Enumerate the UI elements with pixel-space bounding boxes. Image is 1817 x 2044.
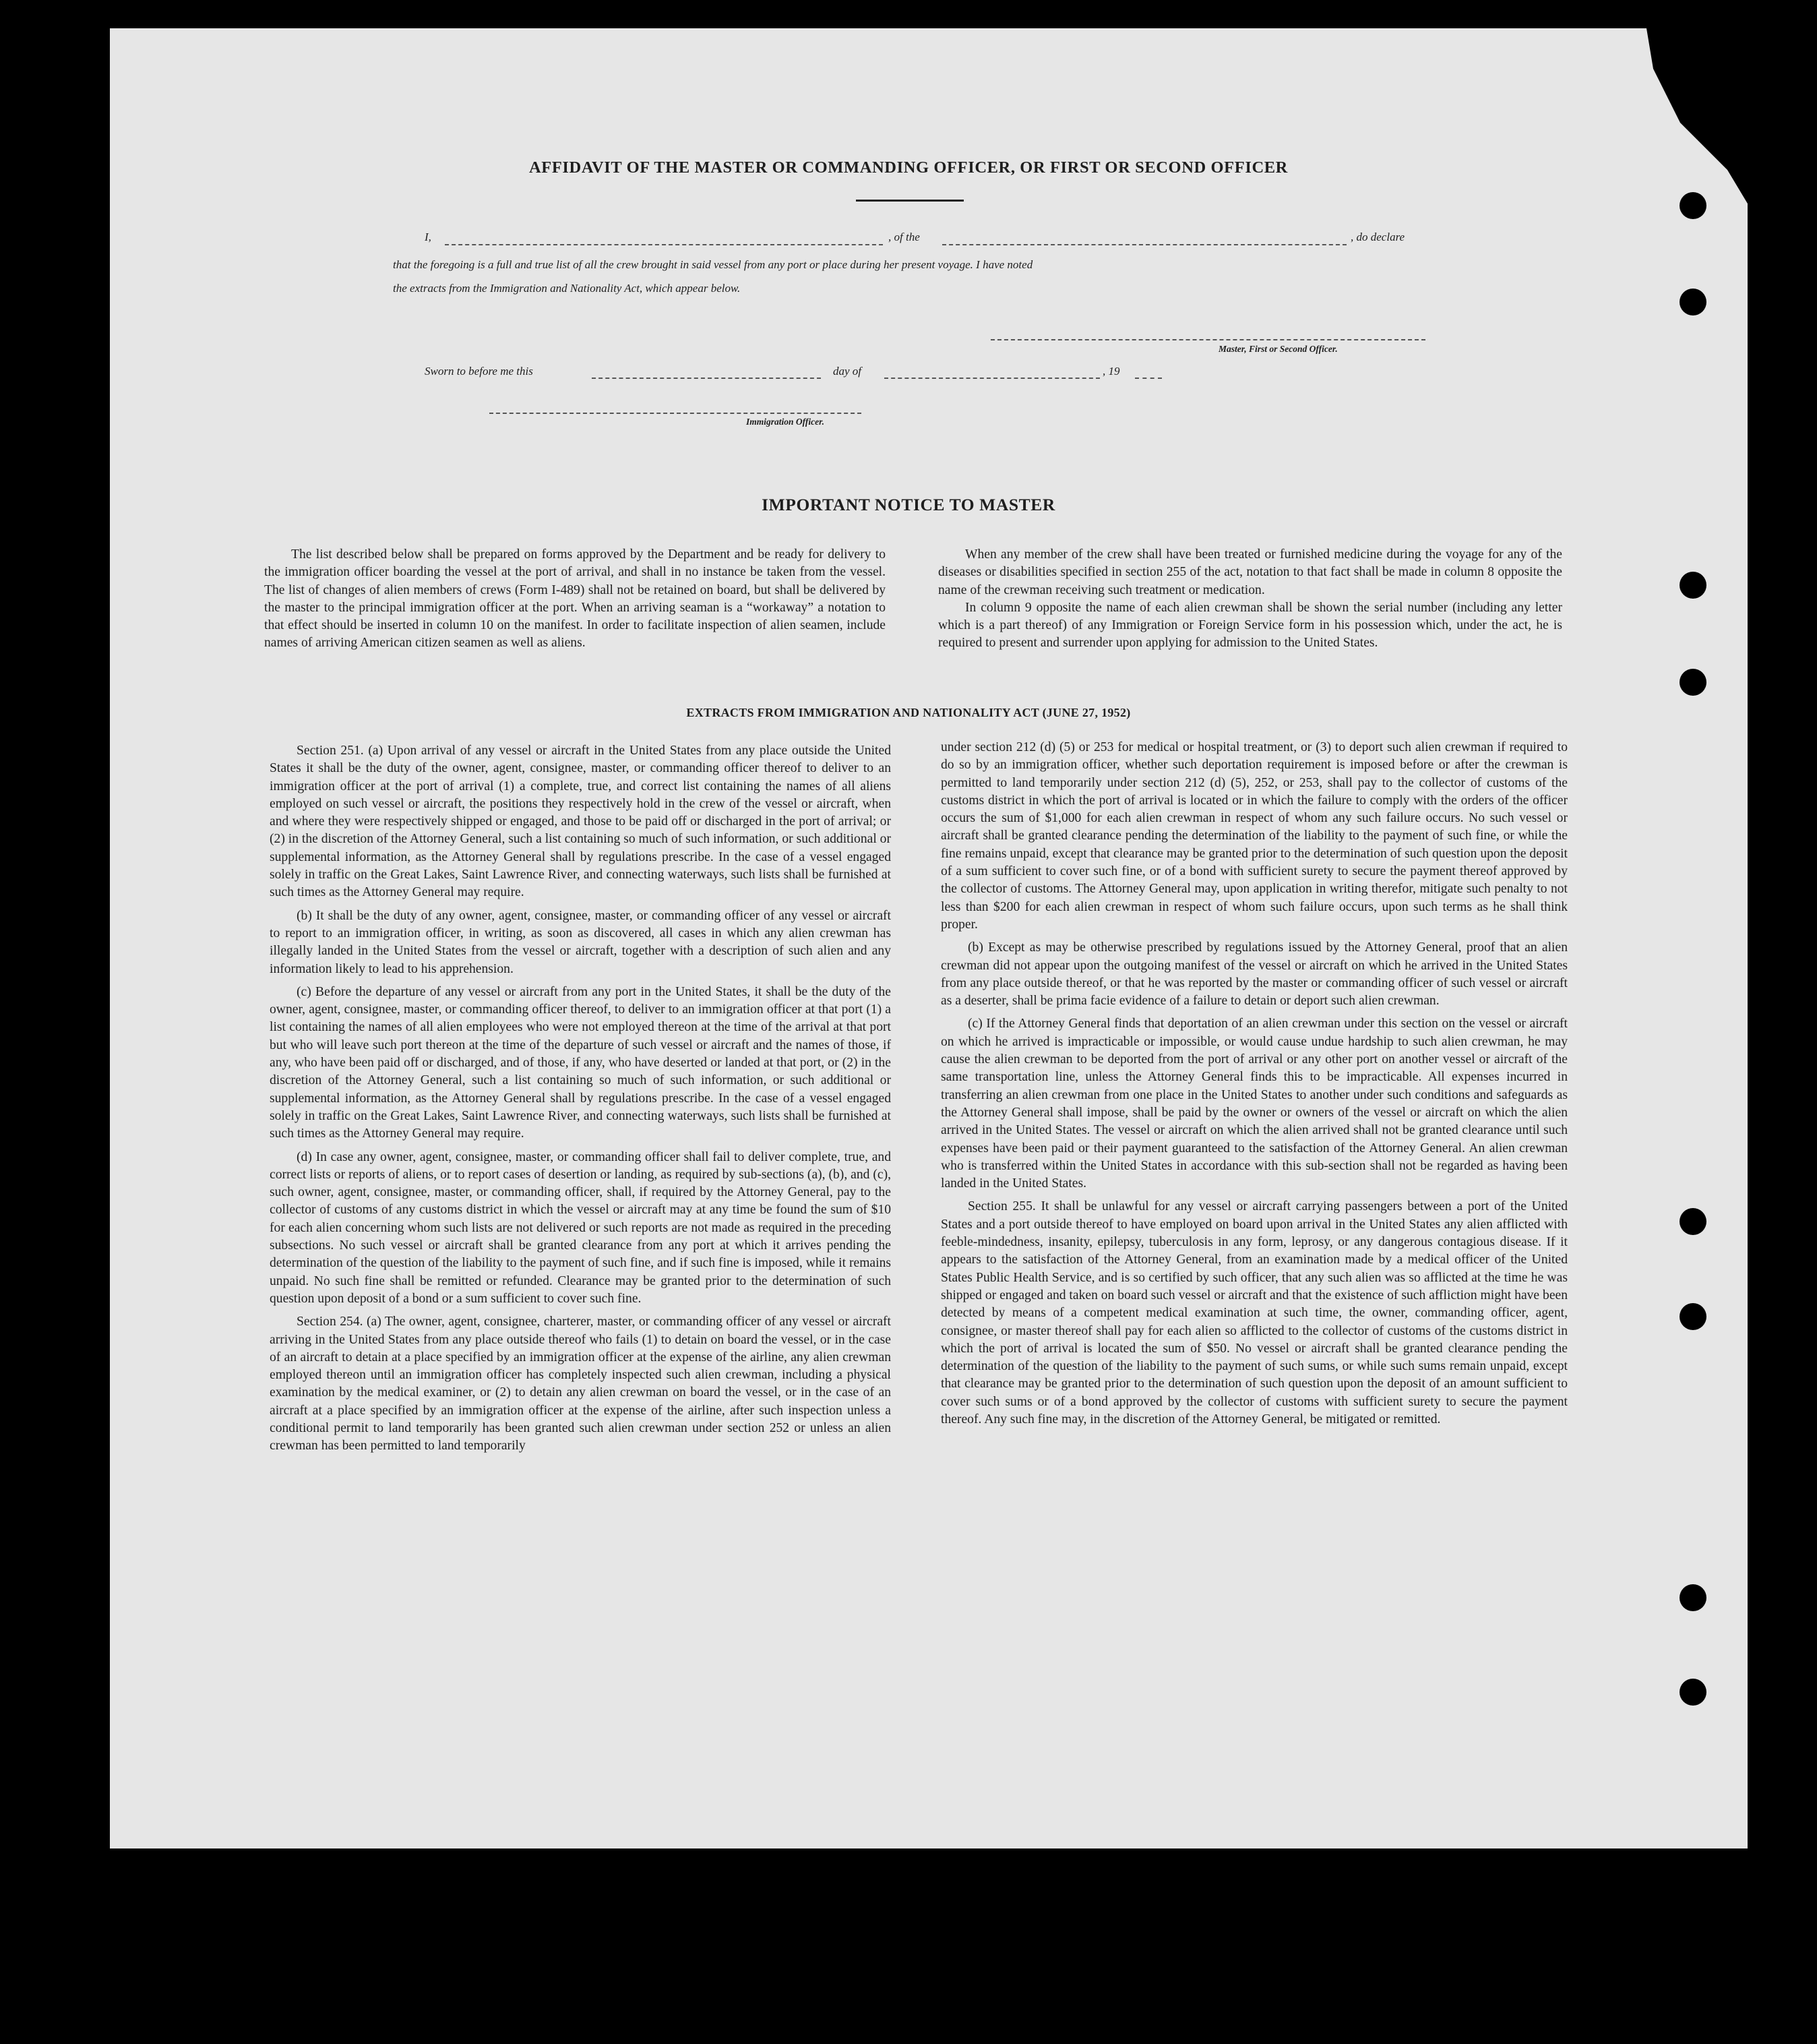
of-the-label: , of the	[888, 231, 920, 243]
sworn-year-blank[interactable]	[1135, 378, 1162, 379]
officer-caption: Immigration Officer.	[746, 417, 825, 427]
punch-hole	[1680, 1584, 1706, 1611]
extracts-left-column	[270, 742, 891, 1461]
sworn-day-blank[interactable]	[592, 378, 821, 379]
notice-right-text-1: When any member of the crew shall have been treated or furnished medicine during the voyage for any of the diseases or disabilities specified in section 255 of the act, notation to that fact shall be made in column 8 opposite the name of the crewman receiving such treatment or medication.	[938, 547, 1562, 597]
section-255: Section 255. It shall be unlawful for any vessel or aircraft carrying passengers between a port of the United States and a port outside thereof to have employed on board upon arrival in the United States any alien afflicted with feeble-mindedness, insanity, epilepsy, tuberculosis in any form, leprosy, or any dangerous contagious disease. If it appears to the satisfaction of the Attorney General, from an examination made by a medical officer of the United States Public Health Service, and is so certified by such officer, that any such alien was so afflicted at the time he was shipped or engaged and taken on board such vessel or aircraft and that the existence of such affliction might have been detected by means of a competent medical examination at such time, the owner, commanding officer, agent, consignee, or master thereof shall pay for each alien so afflicted to the collector of customs of the customs district in which the port of arrival is located the sum of $50. No vessel or aircraft shall be granted clearance pending the determination of the question of the liability to the payment of such sums, or while such sums remain unpaid, except that clearance may be granted prior to the determination of such question upon the deposit of an amount sufficient to cover such sums or of a bond approved by the collector of customs with sufficient surety to secure the payment thereof. Any such fine may, in the discretion of the Attorney General, be mitigated or remitted.	[941, 1199, 1568, 1426]
extracts-title: EXTRACTS FROM IMMIGRATION AND NATIONALITY ACT (JUNE 27, 1952)	[686, 706, 1131, 719]
punch-hole	[1680, 1679, 1706, 1706]
sworn-label: Sworn to before me this	[425, 365, 533, 378]
extracts-right-column	[941, 739, 1568, 1434]
section-254-c: (c) If the Attorney General finds that deportation of an alien crewman under this section on the vessel or aircraft on which he arrived is impracticable or impossible, or would cause undue hardship to such alien crewman, he may cause the alien crewman to be deported from the port of arrival or any other port on another vessel or aircraft of the same transportation line, unless the Attorney General finds this to be impracticable. All expenses incurred in transferring an alien crewman from one place in the United States to another under such conditions and safeguards as the Attorney General shall impose, shall be paid by the owner or owners of the vessel or aircraft on which the alien arrived in the United States. The vessel or aircraft on which the alien arrived shall not be granted clearance until such expenses have been paid or their payment guaranteed to the satisfaction of the Attorney General. An alien crewman who is transferred within the United States in accordance with this sub-section shall not be regarded as having been landed in the United States.	[941, 1017, 1568, 1191]
affidavit-statement-cont: the extracts from the Immigration and Nationality Act, which appear below.	[393, 282, 741, 295]
punch-hole	[1680, 1208, 1706, 1235]
section-254-a-cont: under section 212 (d) (5) or 253 for medical or hospital treatment, or (3) to deport such alien crewman if required to do so by an immigration officer, whether such deportation requirement is imposed before or after the crewman is permitted to land temporarily under section 212 (d) (5), 252, or 253, shall pay to the collector of customs of the customs district in which the port of arrival is located or in which the failure to comply with the orders of the officer occurs the sum of $1,000 for each alien crewman in respect of whom any such failure occurs. No such vessel or aircraft shall be granted clearance pending the determination of the liability to the payment of such fine, or while the fine remains unpaid, except that clearance may be granted prior to the determination of such question upon the deposit of a sum sufficient to cover such fine, or of a bond with sufficient surety to secure the payment thereof approved by the collector of customs. The Attorney General may, upon application in writing therefor, mitigate such penalty to not less than $200 for each alien crewman in respect of whom such failure occurs, upon such terms as he shall think proper.	[941, 740, 1568, 932]
do-declare-label: , do declare	[1351, 231, 1405, 243]
affidavit-statement: that the foregoing is a full and true list of all the crew brought in said vessel from any port or place during her present voyage. I have noted	[393, 258, 1033, 271]
section-251-d: (d) In case any owner, agent, consignee, master, or commanding officer shall fail to deliver complete, true, and correct lists or reports of aliens, or to report cases of desertion or landing, as required by sub-sections (a), (b), and (c), such owner, agent, consignee, master, or commanding officer, shall, if required by the Attorney General, pay to the collector of customs of any customs district in which the vessel or aircraft may at any time be found the sum of $10 for each alien concerning whom such lists are not delivered or such reports are not made as required in the preceding subsections. No such vessel or aircraft shall be granted clearance from any port at which it arrives pending the determination of the question of the liability to the payment of such fine, and if such fine is imposed, while it remains unpaid. No such fine shall be remitted or refunded. Clearance may be granted prior to the determination of such question upon deposit of a bond or a sum sufficient to cover such fine.	[270, 1149, 891, 1306]
sworn-month-blank[interactable]	[884, 378, 1100, 379]
master-signature-line[interactable]	[991, 339, 1425, 340]
affidavit-i-label: I,	[425, 231, 431, 243]
punch-hole	[1680, 192, 1706, 219]
punch-hole	[1680, 572, 1706, 599]
punch-hole	[1680, 669, 1706, 696]
name-blank[interactable]	[445, 244, 883, 245]
punch-hole	[1680, 289, 1706, 315]
notice-left-column	[264, 546, 886, 658]
section-254-a: Section 254. (a) The owner, agent, consignee, charterer, master, or commanding officer of any vessel or aircraft arriving in the United States from any place outside thereof who fails (1) to detain on board the vessel, or in the case of an aircraft to detain at a place specified by an immigration officer at the expense of the airline, any alien crewman employed thereon until an immigration officer has completely inspected such alien crewman, including a physical examination by the medical examiner, or (2) to detain any alien crewman on board the vessel, or in the case of an aircraft at a place specified by an immigration officer at the expense of the airline, after such inspection unless a conditional permit to land temporarily has been granted such alien crewman under section 252 or unless an alien crewman has been permitted to land temporarily	[270, 1315, 891, 1453]
notice-left-text: The list described below shall be prepared on forms approved by the Department and be ready for delivery to the immigration officer boarding the vessel at the port of arrival, and shall in no instance be taken from the vessel. The list of changes of alien members of crews (Form I-489) shall not be retained on board, but shall be delivered by the master to the principal immigration officer at the port. When an arriving seaman is a “workaway” a notation to that effect should be inserted in column 10 on the manifest. In order to facilitate inspection of alien seamen, include names of arriving American citizen seamen as well as aliens.	[264, 547, 886, 651]
notice-title: IMPORTANT NOTICE TO MASTER	[762, 495, 1055, 514]
notice-right-column	[938, 546, 1562, 658]
day-of-label: day of	[833, 365, 862, 378]
section-251-a: Section 251. (a) Upon arrival of any vessel or aircraft in the United States from any place outside the United States it shall be the duty of the owner, agent, consignee, master, or commanding officer thereof to deliver to an immigration officer at the port of arrival (1) a complete, true, and correct list containing the names of all aliens employed on such vessel or aircraft, the positions they respectively hold in the crew of the vessel or aircraft, when and where they were respectively shipped or engaged, and those to be paid off or discharged in the port of arrival; or (2) in the discretion of the Attorney General, such a list containing so much of such information, or such additional or supplemental information, as the Attorney General shall by regulations prescribe. In the case of a vessel engaged solely in traffic on the Great Lakes, Saint Lawrence River, and connecting waterways, such lists shall be furnished at such times as the Attorney General may require.	[270, 744, 891, 900]
punch-hole	[1680, 1303, 1706, 1330]
year-label: , 19	[1103, 365, 1120, 378]
section-251-c: (c) Before the departure of any vessel or aircraft from any port in the United States, it shall be the duty of the owner, agent, consignee, master, or commanding officer thereof, to deliver to an immigration officer at that port (1) a list containing the names of all alien employees who were not employed thereon at the time of the arrival at that port but who will leave such port thereon at the time of the departure of such vessel or aircraft and the names of those, if any, who have been paid off or discharged, and of those, if any, who have deserted or landed at that port, or (2) in the discretion of the Attorney General, such a list containing so much of such information, or such additional or supplemental information, as the Attorney General shall by regulations prescribe. In the case of a vessel engaged solely in traffic on the Great Lakes, Saint Lawrence River, and connecting waterways, such lists shall be furnished at such times as the Attorney General may require.	[270, 984, 891, 1141]
vessel-blank[interactable]	[942, 244, 1347, 245]
affidavit-title: AFFIDAVIT OF THE MASTER OR COMMANDING OFFICER, OR FIRST OR SECOND OFFICER	[529, 158, 1288, 177]
title-rule	[856, 200, 964, 202]
notice-right-text-2: In column 9 opposite the name of each alien crewman shall be shown the serial number (including any letter which is a part thereof) of any Immigration or Foreign Service form in his possession which, under the act, he is required to present and surrender upon applying for admission to the United States.	[938, 600, 1562, 651]
officer-signature-line[interactable]	[489, 413, 861, 414]
master-caption: Master, First or Second Officer.	[1219, 344, 1338, 354]
section-254-b: (b) Except as may be otherwise prescribed by regulations issued by the Attorney General, proof that an alien crewman did not appear upon the outgoing manifest of the vessel or aircraft on which he arrived in the United States from any place outside thereof, or that he was reported by the master or commanding officer of such vessel or aircraft as a deserter, shall be prima facie evidence of a failure to detain or deport such alien crewman.	[941, 940, 1568, 1009]
section-251-b: (b) It shall be the duty of any owner, agent, consignee, master, or commanding officer of any vessel or aircraft to report to an immigration officer, in writing, as soon as discovered, all cases in which any alien crewman has illegally landed in the United States from the vessel or aircraft, together with a description of such alien and any information likely to lead to his apprehension.	[270, 908, 891, 976]
